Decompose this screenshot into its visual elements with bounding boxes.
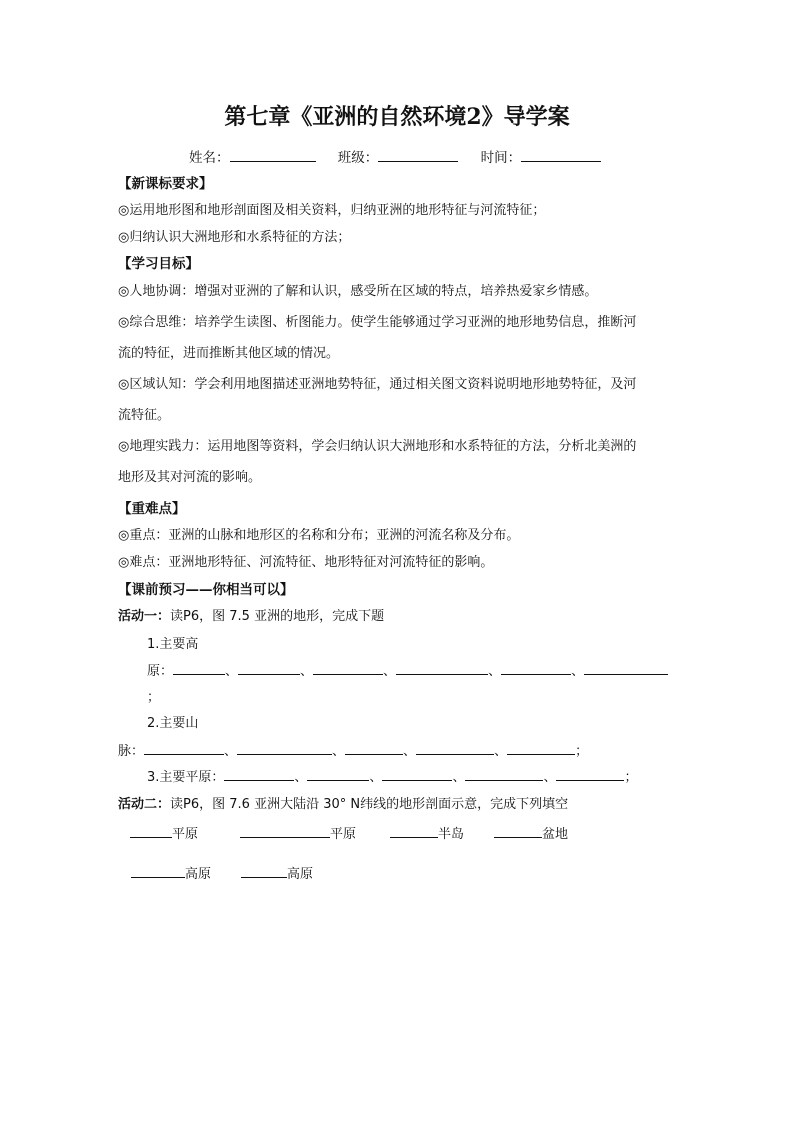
- answer-blank[interactable]: [465, 767, 543, 781]
- goals-heading: 【学习目标】: [118, 256, 199, 272]
- goal-item-continued: 地形及其对河流的影响。: [118, 470, 262, 485]
- question-1-end: ；: [147, 690, 161, 705]
- key-points-heading: 【重难点】: [118, 501, 186, 517]
- answer-blank[interactable]: [507, 741, 575, 755]
- answer-blank[interactable]: [345, 741, 403, 755]
- time-blank[interactable]: [521, 147, 601, 162]
- class-blank[interactable]: [378, 147, 458, 162]
- key-point-item: ◎难点：亚洲地形特征、河流特征、地形特征对河流特征的影响。: [118, 555, 494, 570]
- goal-item-continued: 流特征。: [118, 408, 171, 423]
- activity-two-text: 读P6，图 7.6 亚洲大陆沿 30° N纬线的地形剖面示意，完成下列填空: [170, 797, 569, 812]
- time-label: 时间：: [480, 150, 522, 166]
- fill-blank-item: 高原: [241, 863, 313, 882]
- question-1-label: 1.主要高: [147, 637, 199, 652]
- student-info-row: [189, 146, 601, 166]
- answer-blank[interactable]: [313, 661, 383, 675]
- goal-item: ◎区域认知：学会利用地图描述亚洲地势特征，通过相关图文资料说明地形地势特征，及河: [118, 377, 637, 392]
- answer-blank[interactable]: [241, 864, 287, 878]
- answer-blank[interactable]: [494, 824, 542, 838]
- goal-item: ◎人地协调：增强对亚洲的了解和认识，感受所在区域的特点，培养热爱家乡情感。: [118, 284, 598, 299]
- key-point-item: ◎重点：亚洲的山脉和地形区的名称和分布；亚洲的河流名称及分布。: [118, 528, 520, 543]
- answer-blank[interactable]: [238, 661, 300, 675]
- fill-blank-item: 盆地: [494, 823, 568, 842]
- answer-blank[interactable]: [584, 661, 668, 675]
- activity-two-label: 活动二：: [118, 797, 171, 812]
- answer-blank[interactable]: [144, 741, 224, 755]
- question-2-answer-row: 脉： 、 、 、 、 ；: [118, 740, 588, 759]
- activity-two: [118, 793, 568, 812]
- answer-blank[interactable]: [237, 741, 332, 755]
- question-2-label: 2.主要山: [147, 716, 199, 731]
- activity-one-text: 读P6，图 7.5 亚洲的地形，完成下题: [170, 609, 385, 624]
- answer-blank[interactable]: [173, 661, 225, 675]
- answer-blank[interactable]: [307, 767, 369, 781]
- goal-item: ◎综合思维：培养学生读图、析图能力。使学生能够通过学习亚洲的地形地势信息，推断河: [118, 315, 637, 330]
- answer-blank[interactable]: [131, 864, 185, 878]
- requirement-item: ◎归纳认识大洲地形和水系特征的方法；: [118, 230, 351, 245]
- answer-blank[interactable]: [130, 824, 172, 838]
- answer-blank[interactable]: [382, 767, 452, 781]
- answer-blank[interactable]: [416, 741, 494, 755]
- page-title: 第七章《亚洲的自然环境2》导学案: [224, 104, 570, 130]
- requirement-item: ◎运用地形图和地形剖面图及相关资料，归纳亚洲的地形特征与河流特征；: [118, 203, 546, 218]
- question-3-answer-row: 3.主要平原： 、 、 、 、 ；: [147, 766, 637, 785]
- fill-blank-item: 平原: [240, 823, 356, 842]
- answer-blank[interactable]: [390, 824, 438, 838]
- goal-item-continued: 流的特征，进而推断其他区域的情况。: [118, 346, 340, 361]
- question-1-continued: 原：: [147, 664, 174, 679]
- goal-item: ◎地理实践力：运用地图等资料，学会归纳认识大洲地形和水系特征的方法，分析北美洲的: [118, 439, 637, 454]
- name-blank[interactable]: [230, 147, 316, 162]
- answer-blank[interactable]: [224, 767, 294, 781]
- fill-blank-item: 高原: [131, 863, 211, 882]
- activity-one: [118, 605, 384, 624]
- activity-one-label: 活动一：: [118, 609, 171, 624]
- answer-blank[interactable]: [240, 824, 330, 838]
- answer-blank[interactable]: [556, 767, 624, 781]
- answer-blank[interactable]: [501, 661, 571, 675]
- question-2-continued: 脉：: [118, 744, 145, 759]
- question-3-label: 3.主要平原：: [147, 770, 225, 785]
- class-label: 班级：: [337, 150, 379, 166]
- question-1-answer-row: 原： 、 、 、 、 、: [147, 660, 668, 679]
- preview-heading: 【课前预习——你相当可以】: [118, 582, 294, 598]
- requirements-heading: 【新课标要求】: [118, 176, 213, 192]
- name-label: 姓名：: [189, 150, 230, 166]
- answer-blank[interactable]: [396, 661, 488, 675]
- fill-blank-item: 半岛: [390, 823, 464, 842]
- fill-blank-item: 平原: [130, 823, 198, 842]
